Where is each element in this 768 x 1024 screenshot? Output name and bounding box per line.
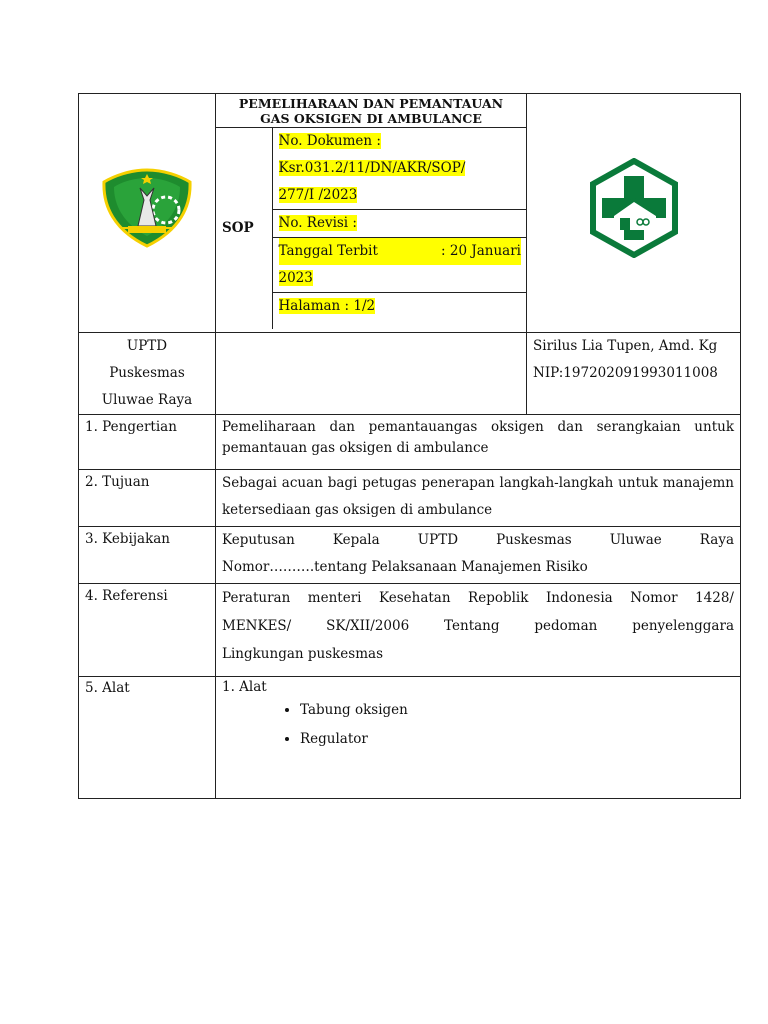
reference-line-2: MENKES/ SK/XII/2006 Tentang pedoman penyelenggara bbox=[222, 618, 734, 634]
section-text: Sebagai acuan bagi petugas penerapan langkah-langkah untuk manajemn ketersediaan gas oksigen di ambulance bbox=[216, 470, 741, 527]
org-row bbox=[79, 333, 741, 415]
regional-emblem-icon bbox=[100, 166, 194, 250]
revision-cell bbox=[272, 210, 526, 238]
section-label: 4. Referensi bbox=[79, 584, 216, 677]
signatory-nip: NIP:197202091993011008 bbox=[533, 365, 718, 381]
section-label: 3. Kebijakan bbox=[79, 527, 216, 584]
section-text bbox=[216, 584, 741, 677]
section-label: 5. Alat bbox=[79, 677, 216, 799]
page-cell bbox=[272, 293, 526, 329]
org-line-3: Uluwae Raya bbox=[101, 392, 193, 408]
date-label: Tanggal Terbit bbox=[278, 243, 378, 259]
document-title bbox=[216, 94, 526, 127]
sop-label: SOP bbox=[216, 128, 272, 329]
revision-label: No. Revisi : bbox=[278, 215, 357, 231]
signatory-cell bbox=[527, 333, 741, 415]
header-row bbox=[79, 94, 741, 333]
tools-subheading: 1. Alat bbox=[222, 679, 267, 695]
reference-line-1: Peraturan menteri Kesehatan Repoblik Indonesia Nomor 1428/ bbox=[222, 590, 734, 606]
section-label: 2. Tujuan bbox=[79, 470, 216, 527]
header-middle-cell bbox=[216, 94, 527, 333]
doc-info-table bbox=[216, 127, 526, 329]
section-text bbox=[216, 527, 741, 584]
policy-line-1: Keputusan Kepala UPTD Puskesmas Uluwae Raya bbox=[222, 532, 734, 548]
section-pengertian bbox=[79, 415, 741, 470]
section-text bbox=[216, 677, 741, 799]
section-alat bbox=[79, 677, 741, 799]
date-line bbox=[279, 238, 522, 265]
date-year: 2023 bbox=[278, 270, 313, 286]
section-kebijakan bbox=[79, 527, 741, 584]
doc-number-cell bbox=[272, 128, 526, 210]
empty-cell bbox=[216, 333, 527, 415]
policy-line-2: Nomor……….tentang Pelaksanaan Manajemen Risiko bbox=[222, 559, 588, 575]
doc-number-line-1: Ksr.031.2/11/DN/AKR/SOP/ bbox=[278, 160, 466, 176]
tools-list bbox=[222, 696, 734, 754]
date-value: : 20 Januari bbox=[441, 243, 521, 259]
puskesmas-logo-icon bbox=[584, 158, 684, 258]
left-logo-cell bbox=[79, 94, 216, 333]
title-line-1: PEMELIHARAAN DAN PEMANTAUAN bbox=[238, 96, 504, 111]
doc-number-line-2: 277/I /2023 bbox=[278, 187, 358, 203]
title-line-2: GAS OKSIGEN DI AMBULANCE bbox=[260, 111, 482, 126]
sop-table bbox=[78, 93, 741, 799]
org-line-1: UPTD bbox=[126, 338, 168, 354]
section-label: 1. Pengertian bbox=[79, 415, 216, 470]
reference-line-3: Lingkungan puskesmas bbox=[222, 646, 384, 662]
date-cell bbox=[272, 238, 526, 293]
sop-document bbox=[78, 93, 740, 799]
org-line-2: Puskesmas bbox=[109, 365, 185, 381]
section-text: Pemeliharaan dan pemantauangas oksigen dan serangkaian untuk pemantauan gas oksigen di ambulance bbox=[216, 415, 741, 470]
list-item: • Tabung oksigen bbox=[300, 696, 734, 725]
section-referensi bbox=[79, 584, 741, 677]
signatory-name: Sirilus Lia Tupen, Amd. Kg bbox=[533, 338, 718, 354]
page-label: Halaman : 1/2 bbox=[278, 298, 376, 314]
list-item: • Regulator bbox=[300, 725, 734, 754]
section-tujuan bbox=[79, 470, 741, 527]
doc-number-label: No. Dokumen : bbox=[278, 133, 381, 149]
right-logo-cell bbox=[527, 94, 741, 333]
org-cell bbox=[79, 333, 216, 415]
